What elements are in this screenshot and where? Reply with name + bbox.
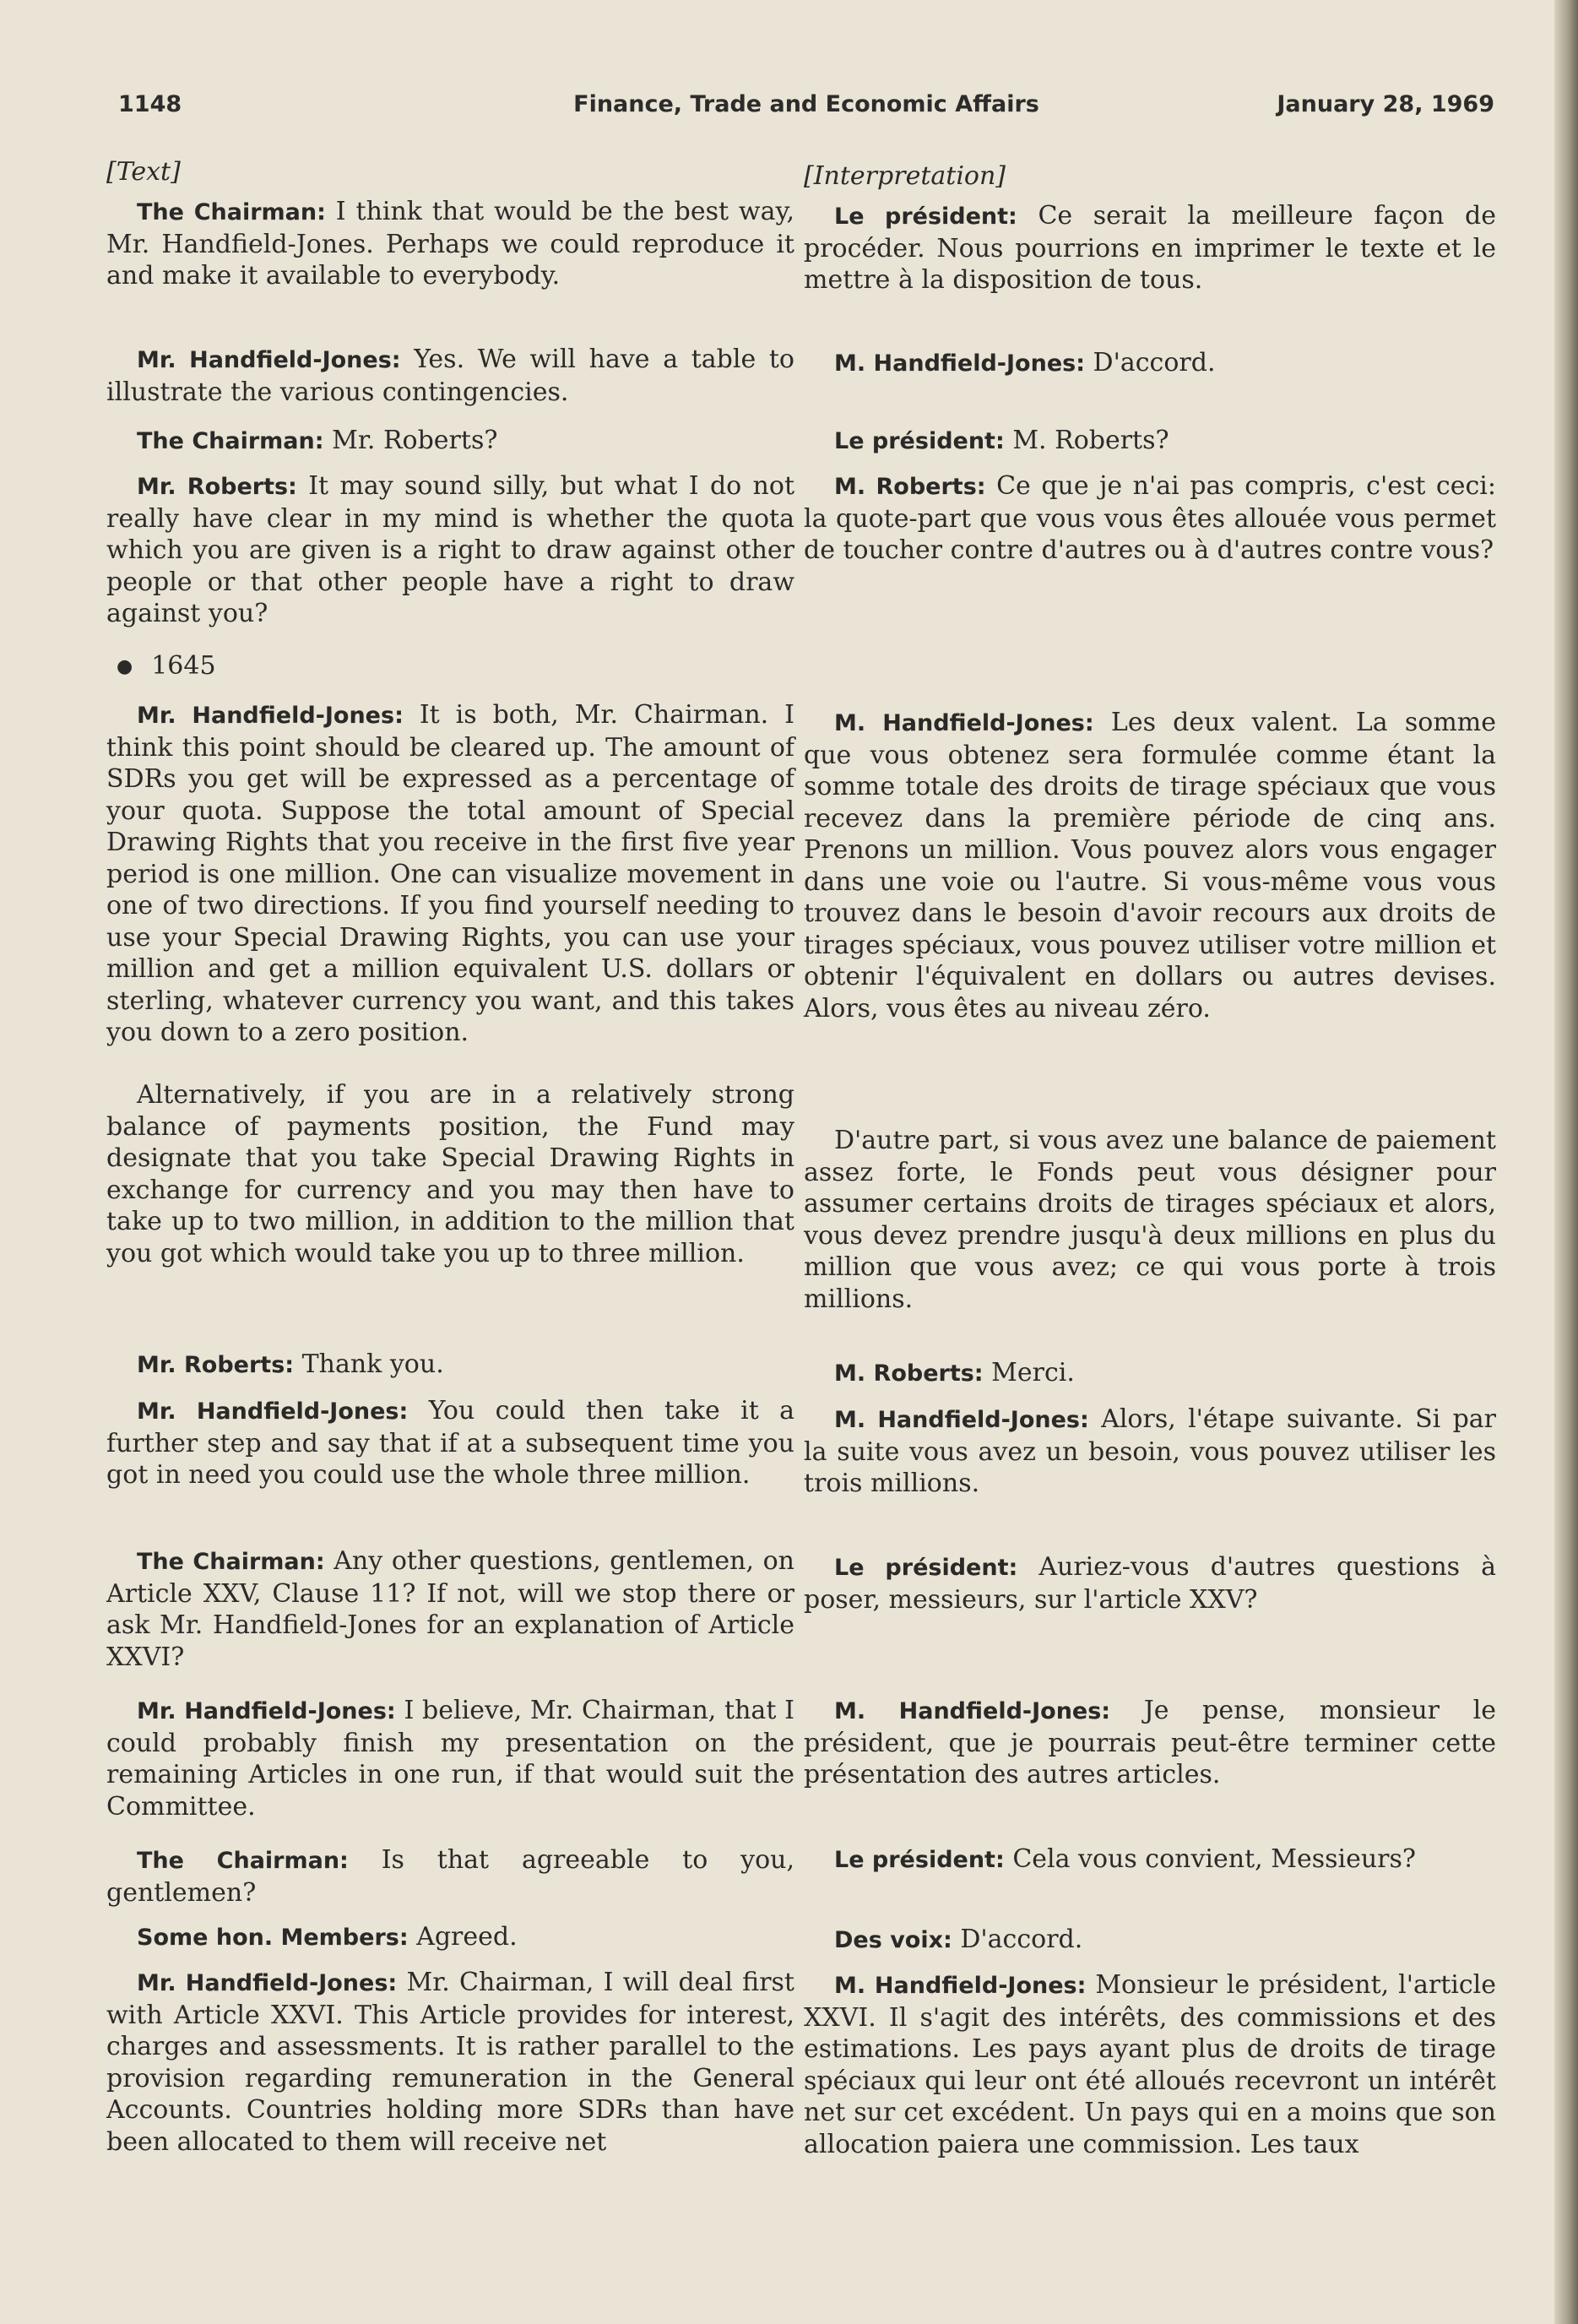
speech-text: Alors, l'étape suivante. Si par la suite vous avez un besoin, vous pouvez utiliser les trois millions.: [804, 1404, 1496, 1498]
speech-block: [804, 1924, 1496, 1957]
speech-text: It is both, Mr. Chairman. I think this point should be cleared up. The amount of SDRs you get will be expressed as a percentage of your quota. Suppose the total amount of Special Drawing Rights that you receive in the first five year period is one million. One can visualize movement in one of two directions. If you find yourself needing to use your Special Drawing Rights, you can use your million and get a million equivalent U.S. dollars or sterling, whatever currency you want, and this takes you down to a zero position.: [106, 700, 794, 1047]
speaker-name: Mr. Handfield-Jones:: [137, 347, 401, 373]
page-header: [118, 91, 1494, 125]
bullet-icon: ●: [117, 656, 133, 677]
speech-block: [106, 470, 794, 630]
page-number: 1148: [118, 91, 182, 117]
speaker-name: M. Handfield-Jones:: [834, 1973, 1087, 1999]
speech-text: Ce serait la meilleure façon de procéder. Nous pourrions en imprimer le texte et le mettre à la disposition de tous.: [804, 201, 1496, 295]
speaker-name: M. Roberts:: [834, 474, 986, 500]
speech-text: Yes. We will have a table to illustrate the various contingencies.: [106, 345, 794, 407]
speech-block: [106, 1967, 794, 2158]
speech-text: Is that agreeable to you, gentlemen?: [106, 1845, 794, 1908]
time-reference: 1645: [151, 651, 216, 681]
speaker-name: Mr. Handfield-Jones:: [137, 1698, 396, 1724]
speech-text: Any other questions, gentlemen, on Article XXV, Clause 11? If not, will we stop there or ask Mr. Handfield-Jones for an explanation of Article XXVI?: [106, 1546, 794, 1672]
speaker-name: Le président:: [834, 1555, 1018, 1581]
speaker-name: Mr. Roberts:: [137, 1352, 295, 1378]
session-date: January 28, 1969: [1277, 91, 1494, 117]
speaker-name: Le président:: [834, 428, 1005, 454]
language-label: [Interpretation]: [804, 161, 1006, 191]
speech-text: M. Roberts?: [1012, 426, 1169, 455]
speech-text: It may sound silly, but what I do not really have clear in my mind is whether the quota which you are given is a right to draw against other people or that other people have a right to draw against you?: [106, 471, 794, 628]
speaker-name: Mr. Handfield-Jones:: [137, 703, 404, 729]
speech-text: Monsieur le président, l'article XXVI. Il s'agit des intérêts, des commissions et des estimations. Les pays ayant plus de droits de tirage spéciaux qui leur ont été alloués recevront un intérêt net sur cet excédent. Un pays qui en a moins que son allocation paiera une commission. Les taux: [804, 1970, 1496, 2159]
speech-text: Mr. Chairman, I will deal first with Article XXVI. This Article provides for interest, charges and assessments. It is rather parallel to the provision regarding remuneration in the General Accounts. Countries holding more SDRs than have been allocated to them will receive net: [106, 1968, 794, 2157]
speech-block: [804, 1404, 1496, 1500]
speech-text: Auriez-vous d'autres questions à poser, messieurs, sur l'article XXV?: [804, 1552, 1496, 1615]
speech-block: [106, 1844, 794, 1909]
speaker-name: The Chairman:: [137, 1848, 349, 1874]
speech-block: [804, 200, 1496, 296]
speech-block: [804, 1551, 1496, 1615]
speaker-name: M. Roberts:: [834, 1360, 984, 1387]
speaker-name: The Chairman:: [137, 199, 326, 225]
speech-block: [804, 347, 1496, 380]
speaker-name: M. Handfield-Jones:: [834, 1407, 1089, 1433]
speech-continuation: [804, 1125, 1496, 1315]
speech-block: [106, 344, 794, 408]
speaker-name: Some hon. Members:: [137, 1925, 409, 1951]
speech-text: Merci.: [991, 1358, 1075, 1387]
speech-block: [106, 1395, 794, 1491]
speaker-name: Le président:: [834, 1847, 1005, 1873]
speech-block: [106, 699, 794, 1049]
speech-block: [804, 707, 1496, 1024]
speech-block: [804, 1695, 1496, 1791]
speaker-name: Mr. Handfield-Jones:: [137, 1970, 398, 1996]
speaker-name: The Chairman:: [137, 428, 324, 454]
speech-block: [804, 425, 1496, 458]
speech-block: [804, 470, 1496, 567]
speaker-name: M. Handfield-Jones:: [834, 350, 1085, 377]
speech-text: Cela vous convient, Messieurs?: [1012, 1844, 1416, 1874]
speech-block: [106, 1349, 794, 1382]
time-marker: [106, 650, 794, 683]
speech-text: Les deux valent. La somme que vous obtenez sera formulée comme étant la somme totale des droits de tirage spéciaux que vous recevez dans la première période de cinq ans. Prenons un million. Vous pouvez alors vous engager dans une voie ou l'autre. Si vous-même vous vous trouvez dans le besoin d'avoir recours aux droits de tirages spéciaux, vous pouvez utiliser votre million et obtenir l'équivalent en dollars ou autres devises. Alors, vous êtes au niveau zéro.: [804, 708, 1496, 1024]
speech-text: Ce que je n'ai pas compris, c'est ceci: la quote-part que vous vous êtes allouée vous permet de toucher contre d'autres ou à d'autres contre vous?: [804, 471, 1496, 565]
speech-block: [804, 1357, 1496, 1390]
speech-text: D'autre part, si vous avez une balance de paiement assez forte, le Fonds peut vous désigner pour assumer certains droits de tirages spéciaux et alors, vous devez prendre jusqu'à deux millions en plus du million que vous avez; ce qui vous porte à trois millions.: [804, 1126, 1496, 1314]
speech-continuation: [106, 1079, 794, 1269]
speech-text: Agreed.: [416, 1922, 518, 1952]
speech-text: Je pense, monsieur le président, que je pourrais peut-être terminer cette présentation des autres articles.: [804, 1696, 1496, 1789]
speech-block: [106, 1921, 794, 1954]
speech-block: [106, 425, 794, 458]
speaker-name: Des voix:: [834, 1927, 952, 1953]
page-spine-shadow: [1554, 0, 1578, 2324]
speech-text: You could then take it a further step and say that if at a subsequent time you got in need you could use the whole three million.: [106, 1396, 795, 1490]
speech-block: [106, 1695, 794, 1822]
speech-text: D'accord.: [1093, 348, 1216, 377]
speech-block: [804, 1843, 1496, 1876]
speaker-name: Le président:: [834, 204, 1017, 230]
speech-text: Thank you.: [301, 1349, 444, 1379]
speech-text: I believe, Mr. Chairman, that I could probably finish my presentation on the remaining Articles in one run, if that would suit the Committee.: [106, 1696, 794, 1822]
speaker-name: Mr. Roberts:: [137, 474, 297, 500]
speech-block: [106, 196, 794, 292]
speech-block: [804, 1969, 1496, 2160]
speech-text: Mr. Roberts?: [332, 426, 498, 455]
publication-title: Finance, Trade and Economic Affairs: [573, 91, 1039, 117]
speech-block: [106, 1545, 794, 1673]
speaker-name: M. Handfield-Jones:: [834, 710, 1094, 736]
language-label: [Text]: [106, 157, 181, 187]
speaker-name: The Chairman:: [137, 1549, 325, 1575]
speaker-name: Mr. Handfield-Jones:: [137, 1398, 409, 1425]
speech-text: Alternatively, if you are in a relatively strong balance of payments position, the Fund may designate that you take Special Drawing Rights in exchange for currency and you may then have to take up to two million, in addition to the million that you got which would take you up to three million.: [106, 1080, 794, 1268]
speaker-name: M. Handfield-Jones:: [834, 1698, 1111, 1724]
speech-text: D'accord.: [960, 1925, 1083, 1954]
speech-text: I think that would be the best way, Mr. Handfield-Jones. Perhaps we could reproduce it and make it available to everybody.: [106, 197, 794, 290]
